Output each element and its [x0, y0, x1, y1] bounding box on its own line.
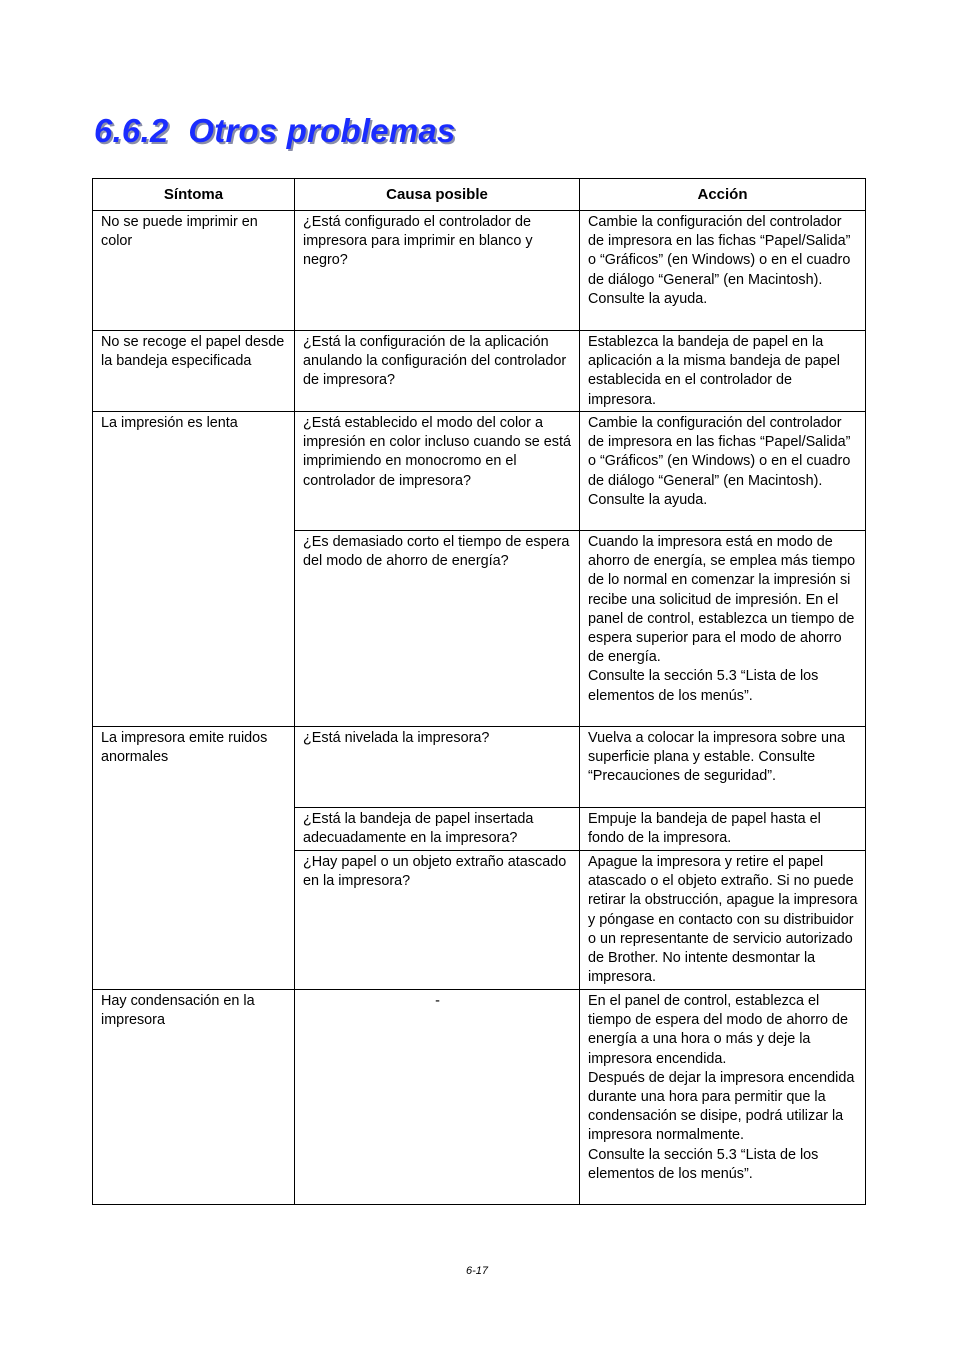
table-row [93, 211, 866, 331]
page-number: 6-17 [465, 1265, 489, 1277]
header-action: Acción [580, 179, 866, 211]
action-cell [580, 851, 866, 990]
cause-cell: ¿Está la bandeja de papel insertada adecuadamente en la impresora? [295, 808, 580, 851]
troubleshooting-table [92, 178, 866, 1205]
table-row [93, 727, 866, 808]
action-text: En el panel de control, establezca el tiempo de espera del modo de ahorro de energía a una hora o más y deje la impresora encendida. [588, 993, 849, 1067]
symptom-cell: La impresora emite ruidos anormales [93, 727, 295, 990]
action-text: Consulte la ayuda. [588, 290, 708, 307]
table-row [93, 412, 866, 531]
action-text: Cambie la configuración del controlador de impresora en las fichas “Papel/Salida” o “Gráficos” (en Windows) o en el cuadro de diálogo “General” (en Macintosh). [588, 415, 851, 489]
cause-cell: ¿Está nivelada la impresora? [295, 727, 580, 808]
table-row [93, 990, 866, 1205]
action-text: Consulte la sección 5.3 “Lista de los elementos de los menús”. [588, 1146, 819, 1182]
cause-cell: ¿Hay papel o un objeto extraño atascado en la impresora? [295, 851, 580, 990]
action-text: Consulte la sección 5.3 “Lista de los elementos de los menús”. [588, 668, 819, 704]
action-text: Consulte la ayuda. [588, 491, 708, 508]
action-cell [580, 412, 866, 531]
cause-cell: ¿Está configurado el controlador de impresora para imprimir en blanco y negro? [295, 211, 580, 331]
action-text: Establezca la bandeja de papel en la aplicación a la misma bandeja de papel establecida en el controlador de impresora. [588, 334, 840, 408]
cause-cell: ¿Está la configuración de la aplicación anulando la configuración del controlador de impresora? [295, 331, 580, 412]
symptom-cell: La impresión es lenta [93, 412, 295, 727]
header-cause: Causa posible [295, 179, 580, 211]
table-row [93, 331, 866, 412]
action-text: Apague la impresora y retire el papel atascado o el objeto extraño. Si no puede retirar la obstrucción, apague la impresora y póngase en contacto con su distribuidor o un representante de servicio autorizado de Brother. No intente desmontar la impresora. [588, 854, 858, 986]
table-header-row [93, 179, 866, 211]
action-text: Vuelva a colocar la impresora sobre una superficie plana y estable. Consulte “Precauciones de seguridad”. [588, 730, 846, 785]
cause-cell: - [295, 990, 580, 1205]
symptom-cell: No se recoge el papel desde la bandeja especificada [93, 331, 295, 412]
action-cell [580, 211, 866, 331]
cause-cell: ¿Está establecido el modo del color a impresión en color incluso cuando se está imprimiendo en monocromo en el controlador de impresora? [295, 412, 580, 531]
header-symptom: Síntoma [93, 179, 295, 211]
action-cell [580, 990, 866, 1205]
action-cell [580, 727, 866, 808]
symptom-cell: No se puede imprimir en color [93, 211, 295, 331]
action-cell [580, 331, 866, 412]
cause-cell: ¿Es demasiado corto el tiempo de espera del modo de ahorro de energía? [295, 531, 580, 727]
section-heading [94, 112, 455, 150]
action-text: Empuje la bandeja de papel hasta el fondo de la impresora. [588, 811, 821, 847]
action-text: Después de dejar la impresora encendida durante una hora para permitir que la condensación se disipe, podrá utilizar la impresora normalmente. [588, 1069, 855, 1144]
section-title: Otros problemas [188, 112, 456, 149]
action-text: Cuando la impresora está en modo de ahorro de energía, se emplea más tiempo de lo normal en comenzar la impresión si recibe una solicitud de impresión. En el panel de control, establezca un tiempo de espera superior para el modo de ahorro de energía. [588, 534, 856, 666]
section-number: 6.6.2 [94, 112, 169, 149]
symptom-cell: Hay condensación en la impresora [93, 990, 295, 1205]
action-cell [580, 808, 866, 851]
action-cell [580, 531, 866, 727]
action-text: Cambie la configuración del controlador de impresora en las fichas “Papel/Salida” o “Gráficos” (en Windows) o en el cuadro de diálogo “General” (en Macintosh). [588, 214, 851, 288]
